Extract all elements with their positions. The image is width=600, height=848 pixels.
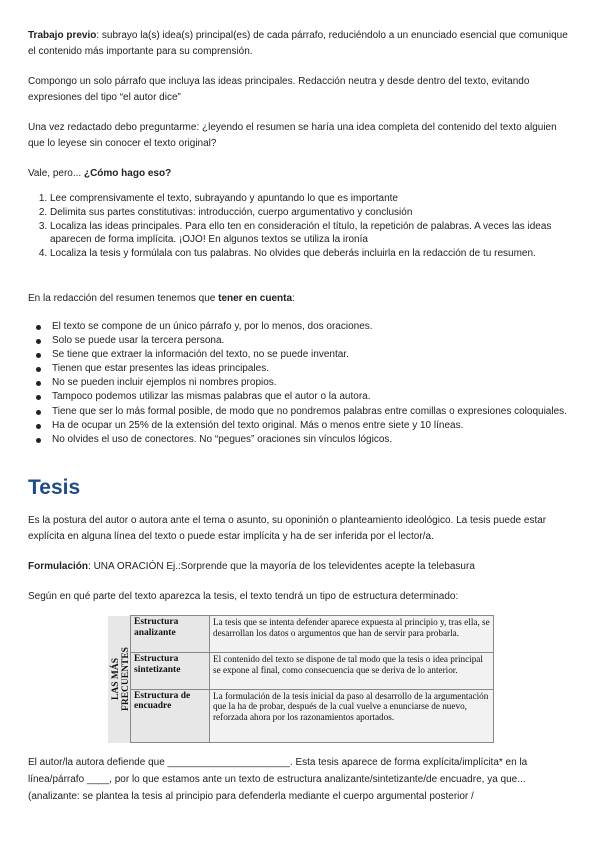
table-side-cell [108,616,131,743]
list-item: Solo se puede usar la tercera persona. [52,335,592,348]
tesis-heading: Tesis [28,476,81,499]
formulacion-label: Formulación [28,561,89,572]
list-item: Se tiene que extraer la información del texto, no se puede inventar. [52,349,592,362]
list-item: 2. Delimita sus partes constitutivas: introducción, cuerpo argumentativo y conclusión [50,207,590,220]
pregunta-paragraph: Una vez redactado debo preguntarme: ¿leyendo el resumen se haría una idea completa del contenido del texto alguien que lo leyese sin conocer el texto original? [28,122,557,149]
table-row [108,689,494,742]
estructura-intro: Según en qué parte del texto aparezca la tesis, el texto tendrá un tipo de estructura determinado: [28,591,459,602]
exercise-paragraph: El autor/la autora defiende que ______________________. Esta tesis aparece de forma explícita/implícita* en la línea/párrafo ____, por lo que estamos ante un texto de estructura analizante/sintetizante/de encuadre, ya que... (analizante: se plantea la tesis al principio para defenderla mediante el cuerpo argumental posterior / [28,757,528,802]
table-desc-cell: La tesis que se intenta defender aparece expuesta al principio y, tras ella, se desarrollan los datos o argumentos que han de servir para probarla. [210,616,494,653]
table-type-cell: Estructura de encuadre [131,689,210,742]
table-type-cell: Estructura analizante [131,616,210,653]
estructura-table [108,615,494,743]
trabajo-previo-label: Trabajo previo [28,30,97,41]
como-hago-paragraph [28,166,574,182]
formulacion-text: : UNA ORACIÓN Ej.:Sorprende que la mayoría de los televidentes acepte la telebasura [88,561,475,572]
list-item: 1. Lee comprensivamente el texto, subrayando y apuntando lo que es importante [50,193,590,206]
list-item: No se pueden incluir ejemplos ni nombres propios. [52,377,592,390]
formulacion-paragraph [28,559,574,575]
side-label: LAS MÁS FRECUENTES [111,647,131,711]
trabajo-previo-paragraph [28,28,574,60]
table-type-cell: Estructura sintetizante [131,652,210,689]
table-desc-cell: La formulación de la tesis inicial da paso al desarrollo de la argumentación que la ha de probar, después de la cual vuelve a enunciarse de nuevo, reforzada ahora por los razonamientos aportados. [210,689,494,742]
como-hago-bold: ¿Cómo hago eso? [83,168,172,179]
table-row [108,616,494,653]
compongo-paragraph: Compongo un solo párrafo que incluya las ideas principales. Redacción neutra y desde dentro del texto, evitando expresiones del tipo “el autor dice” [28,76,530,103]
tesis-definition: Es la postura del autor o autora ante el tema o asunto, su oponinión o planteamiento ideológico. La tesis puede estar explícita en alguna línea del texto o puede estar implícita y ha de ser inferida por el lector/a. [28,515,547,542]
list-item: No olvides el uso de conectores. No “pegues” oraciones sin vínculos lógicos. [52,434,592,447]
list-item: Tienen que estar presentes las ideas principales. [52,363,592,376]
table-desc-cell: El contenido del texto se dispone de tal modo que la tesis o idea principal se expone al final, como consecuencia que se deriva de lo anterior. [210,652,494,689]
table-row [108,652,494,689]
trabajo-previo-text: : subrayo la(s) idea(s) principal(es) de cada párrafo, reduciéndolo a un enunciado esencial que comunique el contenido más importante para su comprensión. [28,30,568,57]
list-item: El texto se compone de un único párrafo y, por lo menos, dos oraciones. [52,321,592,334]
list-item: 4. Localiza la tesis y formúlala con tus palabras. No olvides que deberás incluirla en la redacción de tu resumen. [50,248,590,261]
steps-list [28,193,590,262]
list-item: Tiene que ser lo más formal posible, de modo que no pondremos palabras entre comillas o expresiones coloquiales. [52,406,592,419]
cuenta-prefix: En la redacción del resumen tenemos que [28,293,219,304]
list-item: 3. Localiza las ideas principales. Para ello ten en consideración el título, la repetición de palabras. A veces las ideas aparecen de forma implícita. ¡OJO! En algunos textos se utiliza la ironía [50,221,590,246]
cuenta-bold: tener en cuenta [218,293,293,304]
list-item: Ha de ocupar un 25% de la extensión del texto original. Más o menos entre siete y 10 líneas. [52,420,592,433]
list-item: Tampoco podemos utilizar las mismas palabras que el autor o la autora. [52,391,592,404]
tener-en-cuenta-paragraph [28,291,574,307]
cuenta-suffix: : [292,293,295,304]
como-hago-prefix: Vale, pero... [28,168,84,179]
bullet-list [28,321,592,448]
